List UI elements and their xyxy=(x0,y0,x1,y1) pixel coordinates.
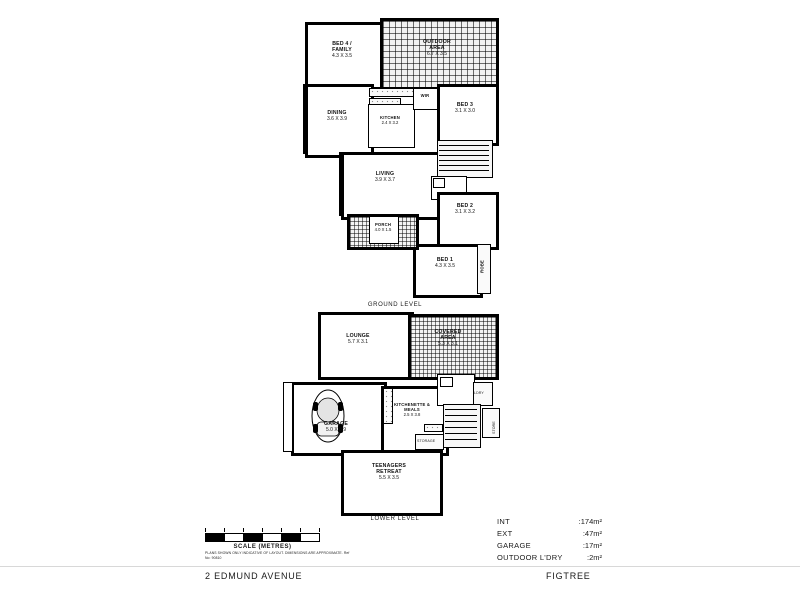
room-teenagers-retreat xyxy=(341,450,443,516)
label-teenagers-retreat: TEENAGERS RETREAT 5.5 X 3.5 xyxy=(371,463,407,481)
area-value: :47m² xyxy=(582,529,602,539)
areas-table xyxy=(497,516,602,565)
area-row xyxy=(497,528,602,540)
footer-divider xyxy=(0,566,800,567)
garage-side-strip xyxy=(283,382,293,452)
label-wir: WIR xyxy=(420,93,430,98)
scale-bar-blocks xyxy=(205,533,320,542)
area-key: INT xyxy=(497,517,510,526)
area-row xyxy=(497,552,602,564)
lower-level-caption: LOWER LEVEL xyxy=(370,516,420,522)
bath-fixture xyxy=(433,178,445,188)
area-value: :17m² xyxy=(582,541,602,551)
label-bed1: BED 1 4.3 X 3.5 xyxy=(434,257,455,269)
scale-title: SCALE (METRES) xyxy=(233,544,292,550)
property-address: 2 EDMUND AVENUE xyxy=(205,571,303,581)
scale-bar xyxy=(205,528,320,550)
label-porch: PORCH 4.0 X 1.5 xyxy=(374,222,392,232)
area-key: EXT xyxy=(497,529,513,539)
label-garage: GARAGE 5.0 X 3.9 xyxy=(324,421,348,433)
room-bed2 xyxy=(437,192,499,250)
car-icon xyxy=(303,388,353,444)
kitchenette-bench-2 xyxy=(424,424,443,432)
room-living xyxy=(341,152,443,220)
label-kitchenette-meals: KITCHENETTE & MEALS 2.5 X 3.8 xyxy=(393,402,431,417)
property-suburb: FIGTREE xyxy=(546,571,591,581)
room-lounge xyxy=(318,312,414,380)
label-lounge: LOUNGE 5.7 X 3.1 xyxy=(346,333,370,345)
room-kitchen xyxy=(368,104,415,148)
label-covered-area: COVERED AREA 5.3 X 3.1 xyxy=(434,329,462,347)
area-value: :174m² xyxy=(578,517,602,526)
stairs-lower xyxy=(443,404,481,448)
ground-level-caption: GROUND LEVEL xyxy=(367,302,423,308)
label-storage: STORAGE xyxy=(417,439,436,443)
label-robe: ROBE xyxy=(479,259,485,273)
wall-living-left xyxy=(339,152,343,216)
label-kitchen: KITCHEN 2.4 X 3.2 xyxy=(379,115,400,125)
label-bed2: BED 2 3.1 X 3.2 xyxy=(454,203,475,215)
label-outdoor-area: OUTDOOR AREA 6.7 X 3.5 xyxy=(423,39,451,57)
label-dining: DINING 3.6 X 3.9 xyxy=(326,110,347,122)
kitchen-island xyxy=(369,98,401,105)
label-store: STORE xyxy=(492,421,496,434)
label-bed4-family: BED 4 / FAMILY 4.3 X 3.5 xyxy=(331,41,352,59)
area-key: OUTDOOR L'DRY xyxy=(497,553,563,563)
area-value: :2m² xyxy=(587,553,602,563)
lower-level-plan xyxy=(0,300,800,530)
area-row xyxy=(497,516,602,528)
disclaimer-text: PLANS SHOWN ONLY INDICATIVE OF LAYOUT. DIMENSIONS ARE APPROXIMATE. Ref No: 90810 xyxy=(205,551,350,561)
bath-fixture-lower xyxy=(440,377,453,387)
label-ldry: LDRY xyxy=(474,391,484,395)
label-bed3: BED 3 3.1 X 3.0 xyxy=(454,102,475,114)
area-key: GARAGE xyxy=(497,541,531,551)
room-store xyxy=(482,408,500,438)
room-bed1 xyxy=(413,244,483,298)
area-row xyxy=(497,540,602,552)
label-living: LIVING 3.9 X 3.7 xyxy=(374,171,395,183)
